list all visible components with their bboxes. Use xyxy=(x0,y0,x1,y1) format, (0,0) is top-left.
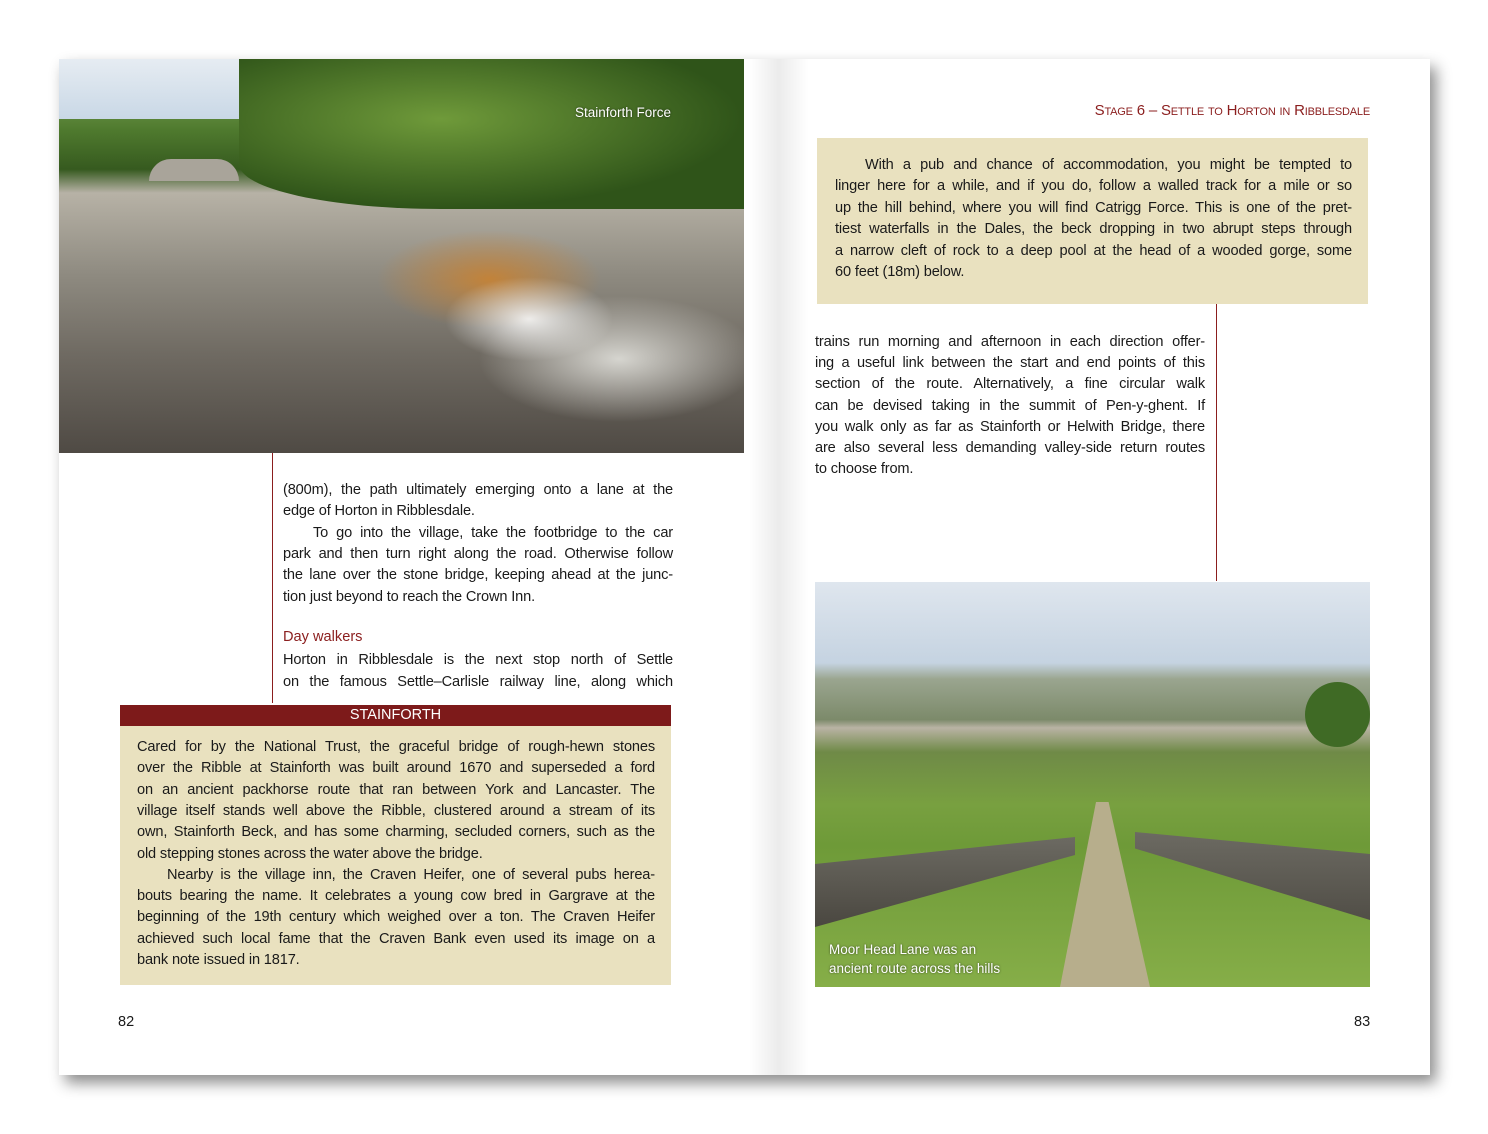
photo-tree xyxy=(1305,682,1370,747)
text-line: tiest waterfalls in the Dales, the beck dropping in two abrupt steps through xyxy=(835,221,1352,238)
photo-caption: Stainforth Force xyxy=(575,105,672,120)
text-line: Cared for by the National Trust, the graceful bridge of rough-hewn stones xyxy=(137,739,655,755)
margin-rule-left xyxy=(272,453,273,703)
caption-line: ancient route across the hills xyxy=(829,961,1001,976)
text-line: With a pub and chance of accommodation, you might be tempted to xyxy=(865,157,1352,173)
text-line: own, Stainforth Beck, and has some charming, secluded corners, such as the xyxy=(137,824,655,841)
text-line: over the Ribble at Stainforth was built around 1670 and superseded a ford xyxy=(137,760,655,777)
text-line: are also several less demanding valley-side return routes xyxy=(815,440,1205,456)
photo-wall-left xyxy=(815,837,1075,927)
text-line: to choose from. xyxy=(815,461,914,478)
running-head: Stage 6 – Settle to Horton in Ribblesdale xyxy=(1094,102,1370,119)
text-line: Horton in Ribblesdale is the next stop north of Settle xyxy=(283,652,673,668)
page-number-left: 82 xyxy=(118,1014,135,1030)
text-line: park and then turn right along the road. Otherwise follow xyxy=(283,545,673,562)
photo-moor-head-lane xyxy=(815,582,1370,987)
text-line: bank note issued in 1817. xyxy=(137,952,300,968)
photo-trees xyxy=(239,59,744,209)
text-line: Nearby is the village inn, the Craven Heifer, one of several pubs herea- xyxy=(167,866,655,883)
text-line: ing a useful link between the start and end points of this xyxy=(815,355,1205,372)
margin-rule-right xyxy=(1216,304,1217,581)
caption-line: Moor Head Lane was an xyxy=(829,942,977,957)
page-number-right: 83 xyxy=(1354,1014,1371,1030)
photo-caption xyxy=(829,940,1000,978)
text-line: you walk only as far as Stainforth or Helwith Bridge, there xyxy=(815,418,1205,435)
text-line: edge of Horton in Ribblesdale. xyxy=(283,503,475,520)
text-line: up the hill behind, where you will find Catrigg Force. This is one of the pret- xyxy=(835,199,1352,216)
photo-track xyxy=(1015,802,1195,987)
text-line: can be devised taking in the summit of Pen-y-ghent. If xyxy=(815,397,1205,414)
text-line: tion just beyond to reach the Crown Inn. xyxy=(283,588,535,605)
text-line: a narrow cleft of rock to a deep pool at the head of a wooded gorge, some xyxy=(835,242,1352,259)
text-line: the lane over the stone bridge, keeping ahead at the junc- xyxy=(283,567,673,584)
photo-stainforth-force xyxy=(59,59,744,453)
subheading-day-walkers: Day walkers xyxy=(283,629,363,645)
text-line: on an ancient packhorse route that ran between York and Lancaster. The xyxy=(137,781,655,798)
text-line: 60 feet (18m) below. xyxy=(835,264,965,280)
text-line: achieved such local fame that the Craven Bank even used its image on a xyxy=(137,930,655,947)
photo-bridge xyxy=(149,159,239,181)
text-line: linger here for a while, and if you do, follow a walled track for a mile or so xyxy=(835,178,1352,195)
text-line: beginning of the 19th century which weighed over a ton. The Craven Heifer xyxy=(137,909,655,926)
text-line: village itself stands well above the Ribble, clustered around a stream of its xyxy=(137,802,655,819)
text-line: old stepping stones across the water above the bridge. xyxy=(137,845,483,862)
text-line: on the famous Settle–Carlisle railway line, along which xyxy=(283,673,673,690)
text-line: (800m), the path ultimately emerging onto a lane at the xyxy=(283,482,673,498)
text-line: trains run morning and afternoon in each direction offer- xyxy=(815,334,1205,350)
text-line: To go into the village, take the footbridge to the car xyxy=(313,524,673,541)
text-line: section of the route. Alternatively, a fine circular walk xyxy=(815,376,1205,393)
photo-wall-right xyxy=(1135,832,1370,942)
info-box-title: STAINFORTH xyxy=(120,705,671,726)
book-gutter xyxy=(749,59,809,1075)
text-line: bouts bearing the name. It celebrates a young cow bred in Gargrave at the xyxy=(137,888,655,905)
